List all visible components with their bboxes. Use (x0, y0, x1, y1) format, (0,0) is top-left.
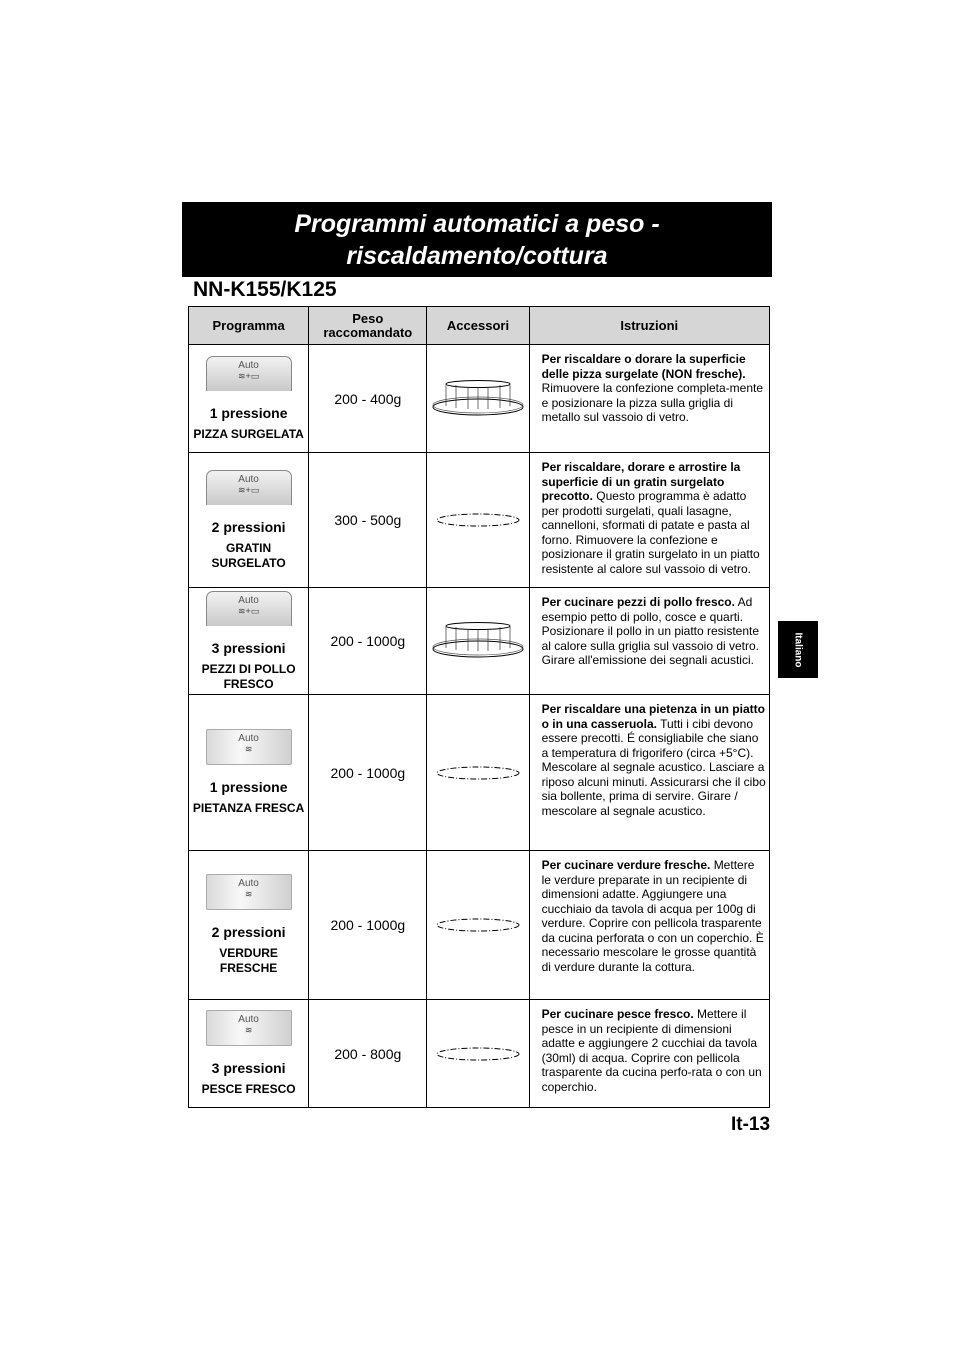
press-count: 3 pressioni (211, 1060, 286, 1076)
auto-button-label: Auto (238, 359, 259, 371)
accessory-cell (427, 345, 529, 453)
glass-tray-icon (435, 765, 521, 781)
instructions-text: Tutti i cibi devono essere precotti. É consigliabile che siano a temperatura di frigorifero (circa +5°C). Mescolare al segnale acustico. Lasciare a riposo alcuni minuti. Assicurarsi che il cibo sia bollente, prima di servire. Girare / mescolare al segnale acustico. (541, 716, 766, 818)
table-row (189, 851, 770, 1000)
auto-button-icon (206, 470, 292, 505)
accessory-cell (427, 453, 529, 588)
instructions-cell (529, 588, 769, 695)
weight-cell: 200 - 800g (309, 1000, 427, 1108)
press-count: 3 pressioni (211, 639, 286, 656)
glass-tray-icon (435, 512, 521, 528)
defrost-icon: ≋ (244, 1025, 253, 1035)
page-number: It-13 (731, 1114, 771, 1135)
program-name: PEZZI DI POLLO FRESCO (201, 661, 296, 691)
language-tab (778, 621, 818, 678)
table-row (189, 1000, 770, 1108)
defrost-grill-icon: ≋+▭ (237, 605, 260, 616)
accessory-cell (427, 1000, 529, 1108)
program-cell (189, 588, 309, 695)
weight-cell: 200 - 1000g (309, 695, 427, 851)
instructions-bold: Per cucinare pesce fresco. (541, 1007, 694, 1021)
accessory-cell (427, 851, 529, 1000)
press-count: 1 pressione (209, 779, 288, 795)
press-count: 2 pressioni (211, 924, 286, 940)
auto-button-label: Auto (238, 594, 259, 606)
instructions-bold: Per riscaldare una pietenza in un piatto o in una casseruola. (541, 702, 765, 731)
column-header-istruzioni: Istruzioni (529, 307, 769, 345)
language-tab-label: Italiano (792, 631, 804, 668)
program-cell (189, 1000, 309, 1108)
program-name: PIETANZA FRESCA (192, 801, 305, 815)
instructions-bold: Per riscaldare o dorare la superficie delle pizza surgelate (NON fresche). (541, 352, 746, 381)
program-name: GRATIN SURGELATO (211, 540, 286, 570)
accessory-cell (427, 588, 529, 695)
instructions-text: Ad esempio petto di pollo, cosce e quarti. Posizionare il pollo in un piatto resistente al calore sulla griglia sul vassoio di vetro. Girare all'emissione dei segnali acustici. (541, 595, 760, 667)
rack-and-glass-tray-icon (431, 379, 525, 419)
auto-button-icon (206, 1010, 292, 1046)
defrost-grill-icon: ≋+▭ (237, 370, 260, 381)
auto-button-label: Auto (238, 1014, 259, 1025)
press-count: 1 pressione (209, 404, 288, 421)
auto-button-icon (206, 356, 292, 391)
defrost-grill-icon: ≋+▭ (237, 484, 260, 495)
program-cell (189, 851, 309, 1000)
instructions-text: Mettere il pesce in un recipiente di dimensioni adatte e aggiungere 2 cucchiai da tavola (30ml) di acqua. Coprire con pellicola trasparente da cucina perfo-rata o con un coperchio. (541, 1007, 762, 1094)
auto-button-icon (206, 591, 292, 626)
glass-tray-icon (435, 1046, 521, 1062)
auto-button-label: Auto (238, 473, 259, 485)
instructions-bold: Per riscaldare, dorare e arrostire la superficie di un gratin surgelato precotto. (541, 460, 741, 503)
table-row (189, 453, 770, 588)
program-name: PESCE FRESCO (201, 1082, 296, 1096)
instructions-bold: Per cucinare pezzi di pollo fresco. (541, 595, 735, 609)
table-row (189, 345, 770, 453)
defrost-icon: ≋ (244, 889, 253, 899)
instructions-cell (529, 851, 769, 1000)
program-cell (189, 695, 309, 851)
program-table (188, 306, 770, 1108)
table-row (189, 695, 770, 851)
page-title-line-1: Programmi automatici a peso - (294, 210, 660, 238)
table-row (189, 588, 770, 695)
weight-cell: 300 - 500g (309, 453, 427, 588)
rack-and-glass-tray-icon (431, 621, 525, 661)
program-name: PIZZA SURGELATA (193, 426, 304, 441)
instructions-cell (529, 345, 769, 453)
auto-button-label: Auto (238, 878, 259, 889)
program-name: VERDURE FRESCHE (219, 946, 278, 975)
auto-button-label: Auto (238, 733, 259, 744)
instructions-cell (529, 453, 769, 588)
column-header-accessori: Accessori (427, 307, 529, 345)
defrost-icon: ≋ (244, 744, 253, 754)
page-title-line-2: riscaldamento/cottura (346, 242, 608, 270)
title-banner (182, 202, 772, 277)
instructions-text: Questo programma è adatto per prodotti surgelati, quali lasagne, cannelloni, sformati di patate e pasta al forno. Rimuovere la confezione e posizionare il gratin surgelato in un piatto resistente al calore sul vassoio di vetro. (541, 489, 760, 576)
instructions-cell (529, 695, 769, 851)
weight-cell: 200 - 1000g (309, 588, 427, 695)
weight-cell: 200 - 400g (309, 345, 427, 453)
press-count: 2 pressioni (211, 518, 286, 535)
weight-cell: 200 - 1000g (309, 851, 427, 1000)
instructions-bold: Per cucinare verdure fresche. (541, 858, 711, 872)
auto-button-icon (206, 729, 292, 765)
auto-button-icon (206, 874, 292, 910)
model-heading: NN-K155/K125 (193, 278, 337, 301)
table-header-row (189, 307, 770, 345)
program-cell (189, 453, 309, 588)
column-header-programma: Programma (189, 307, 309, 345)
program-cell (189, 345, 309, 453)
instructions-cell (529, 1000, 769, 1108)
instructions-text: Mettere le verdure preparate in un recipiente di dimensioni adatte. Aggiungere una cucchiaio da tavola di acqua per 100g di verdure. Coprire con pellicola trasparente da cucina perforata o con un coperchio. È necessario mescolare le grosse quantità di verdure durante la cottura. (541, 858, 764, 974)
column-header-peso: Peso raccomandato (309, 307, 427, 345)
glass-tray-icon (435, 917, 521, 933)
instructions-text: Rimuovere la confezione completa-mente e posizionare la pizza sulla griglia di metallo sul vassoio di vetro. (541, 381, 764, 424)
accessory-cell (427, 695, 529, 851)
